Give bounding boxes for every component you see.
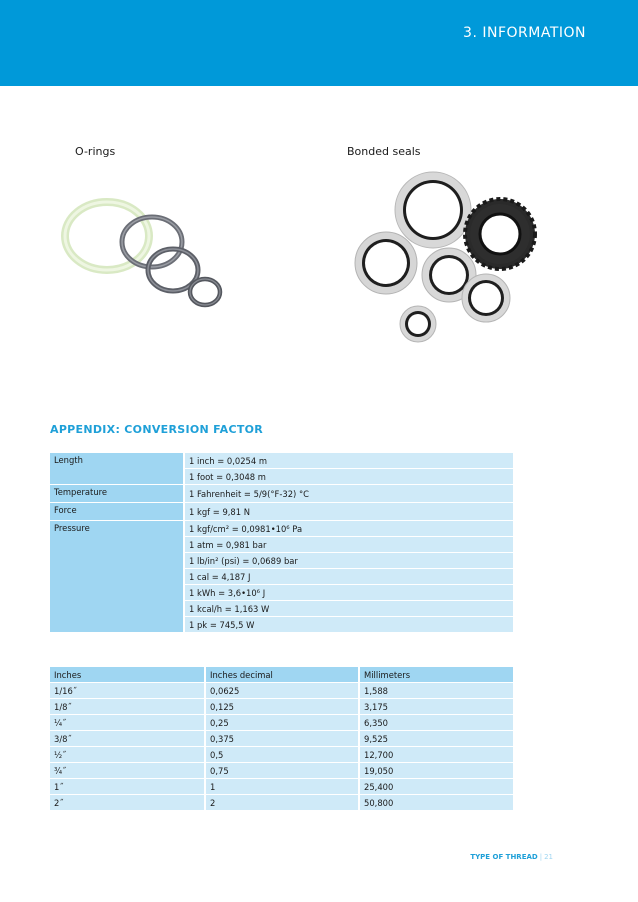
value-cell: 1 kWh = 3,6•10⁶ J bbox=[183, 585, 513, 601]
quantity-cell: Temperature bbox=[50, 485, 183, 503]
inch-cell: 3/8˝ bbox=[50, 731, 204, 747]
value-cell: 1 kgf = 9,81 N bbox=[183, 503, 513, 521]
decimal-cell: 1 bbox=[204, 779, 358, 795]
quantity-cell: Length bbox=[50, 453, 183, 485]
mm-cell: 50,800 bbox=[358, 795, 513, 811]
inch-cell: 1˝ bbox=[50, 779, 204, 795]
decimal-cell: 2 bbox=[204, 795, 358, 811]
table-row bbox=[50, 453, 513, 469]
appendix-title: APPENDIX: CONVERSION FACTOR bbox=[50, 423, 264, 436]
bonded-seals-image bbox=[350, 170, 550, 350]
table-row bbox=[50, 731, 513, 747]
value-cell: 1 kgf/cm² = 0,0981•10⁶ Pa bbox=[183, 521, 513, 537]
inch-cell: ½˝ bbox=[50, 747, 204, 763]
value-cell: 1 lb/in² (psi) = 0,0689 bar bbox=[183, 553, 513, 569]
orings-label: O-rings bbox=[75, 145, 116, 158]
value-cell: 1 pk = 745,5 W bbox=[183, 617, 513, 633]
conversion-table bbox=[50, 453, 513, 633]
value-cell: 1 foot = 0,3048 m bbox=[183, 469, 513, 485]
page-title: 3. INFORMATION bbox=[463, 25, 586, 41]
inch-cell: 1/16˝ bbox=[50, 683, 204, 699]
bonded-seals-label: Bonded seals bbox=[347, 145, 421, 158]
table-row bbox=[50, 795, 513, 811]
mm-cell: 19,050 bbox=[358, 763, 513, 779]
table-header-row bbox=[50, 667, 513, 683]
decimal-cell: 0,25 bbox=[204, 715, 358, 731]
footer-label: TYPE OF THREAD bbox=[470, 853, 538, 861]
table-row bbox=[50, 521, 513, 537]
inch-cell: ¼˝ bbox=[50, 715, 204, 731]
column-header: Inches decimal bbox=[204, 667, 358, 683]
mm-cell: 6,350 bbox=[358, 715, 513, 731]
inch-cell: ¾˝ bbox=[50, 763, 204, 779]
inch-cell: 2˝ bbox=[50, 795, 204, 811]
mm-cell: 25,400 bbox=[358, 779, 513, 795]
value-cell: 1 kcal/h = 1,163 W bbox=[183, 601, 513, 617]
orings-image bbox=[55, 190, 235, 320]
quantity-cell: Pressure bbox=[50, 521, 183, 633]
decimal-cell: 0,5 bbox=[204, 747, 358, 763]
footer-separator: | bbox=[539, 853, 543, 861]
mm-cell: 12,700 bbox=[358, 747, 513, 763]
column-header: Millimeters bbox=[358, 667, 513, 683]
page-footer bbox=[470, 853, 553, 861]
table-row bbox=[50, 503, 513, 521]
table-row bbox=[50, 485, 513, 503]
table-row bbox=[50, 715, 513, 731]
value-cell: 1 Fahrenheit = 5/9(°F-32) °C bbox=[183, 485, 513, 503]
value-cell: 1 cal = 4,187 J bbox=[183, 569, 513, 585]
table-row bbox=[50, 683, 513, 699]
mm-cell: 1,588 bbox=[358, 683, 513, 699]
table-row bbox=[50, 699, 513, 715]
table-row bbox=[50, 763, 513, 779]
table-row bbox=[50, 779, 513, 795]
decimal-cell: 0,375 bbox=[204, 731, 358, 747]
decimal-cell: 0,0625 bbox=[204, 683, 358, 699]
mm-cell: 3,175 bbox=[358, 699, 513, 715]
mm-cell: 9,525 bbox=[358, 731, 513, 747]
value-cell: 1 atm = 0,981 bar bbox=[183, 537, 513, 553]
value-cell: 1 inch = 0,0254 m bbox=[183, 453, 513, 469]
decimal-cell: 0,75 bbox=[204, 763, 358, 779]
inch-conversion-table bbox=[50, 667, 513, 811]
column-header: Inches bbox=[50, 667, 204, 683]
table-row bbox=[50, 747, 513, 763]
page-number: 21 bbox=[544, 853, 553, 861]
header-band bbox=[0, 0, 638, 86]
inch-cell: 1/8˝ bbox=[50, 699, 204, 715]
decimal-cell: 0,125 bbox=[204, 699, 358, 715]
quantity-cell: Force bbox=[50, 503, 183, 521]
